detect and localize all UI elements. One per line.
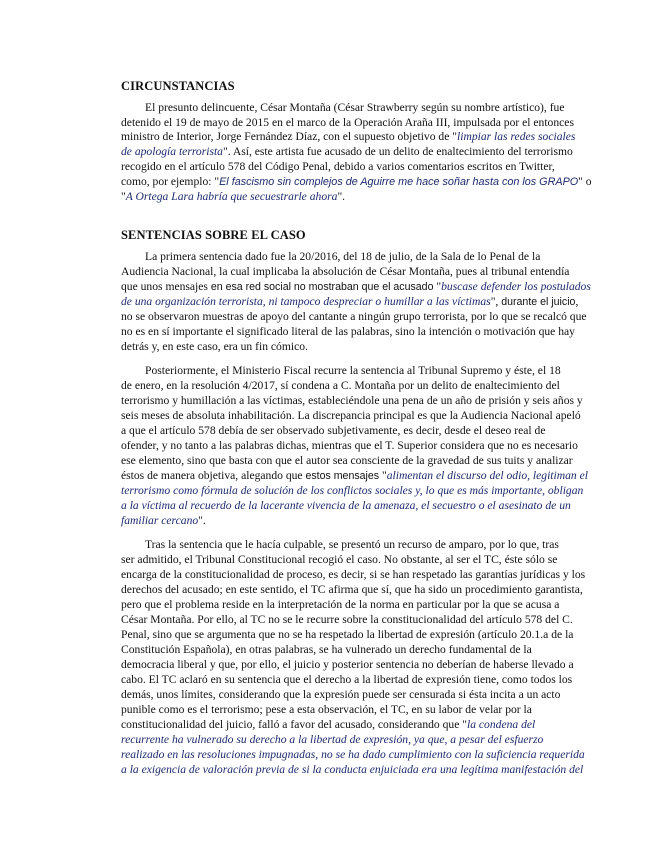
- text-line: que unos mensajes en esa red social no mostraban que el acusado "buscase defender los postulados: [121, 280, 591, 293]
- text-line: a la víctima al recuerdo de la lacerante vivencia de la amenaza, el secuestro o el asesinato de un: [121, 499, 571, 512]
- text-line: constitucionalidad del juicio, falló a favor del acusado, considerando que "la condena del: [121, 718, 536, 731]
- text-line: recurrente ha vulnerado su derecho a la libertad de expresión, ya que, a pesar del esfuerzo: [121, 733, 544, 746]
- text-line: ministro de Interior, Jorge Fernández Díaz, con el supuesto objetivo de "limpiar las redes sociales: [121, 130, 576, 143]
- text-line: demás, unos límites, considerando que la expresión puede ser censurada si ésta incita a un acto: [121, 688, 561, 701]
- text-line: no es en sí importante el significado literal de las palabras, sino la intención o motivación que hay: [121, 325, 575, 338]
- text-line: Audiencia Nacional, la cual implicaba la absolución de César Montaña, pues al tribunal entendía: [121, 265, 570, 278]
- text-line: a que el artículo 578 debía de ser observado subjetivamente, es decir, desde el deseo real de: [121, 424, 546, 437]
- text-line: realizado en las resoluciones impugnadas, no se ha dado cumplimiento con la suficiencia requerida: [121, 748, 585, 761]
- text-line: "A Ortega Lara habría que secuestrarle ahora".: [121, 190, 346, 203]
- text-line: recogido en el artículo 578 del Código Penal, debido a varios comentarios escritos en Twitter,: [121, 160, 555, 173]
- text-line: familiar cercano".: [121, 514, 206, 527]
- text-line: pero que el problema reside en la interpretación de la norma en particular por la que se acusa a: [121, 598, 560, 611]
- text-line: derechos del acusado; en este sentido, el TC afirma que sí, que ha sido un procedimiento garantista,: [121, 583, 583, 596]
- text-line: El presunto delincuente, César Montaña (César Strawberry según su nombre artístico), fue: [145, 101, 565, 114]
- text-line: encarga de la constitucionalidad de proceso, es decir, si se han respetado las garantías jurídicas y los: [121, 568, 586, 581]
- text-line: terrorismo como fórmula de solución de los conflictos sociales y, lo que es más importante, obligan: [121, 484, 584, 497]
- heading-circunstancias: CIRCUNSTANCIAS: [121, 79, 235, 93]
- text-line: Constitución Española), en otras palabras, se ha vulnerado un derecho fundamental de la: [121, 643, 532, 656]
- text-line: ofender, y no tanto a las palabras dichas, mientras que el T. Superior considera que no es necesario: [121, 439, 578, 452]
- text-line: Penal, sino que se argumenta que no se ha respetado la libertad de expresión (artículo 20.1.a de la: [121, 628, 574, 641]
- heading-sentencias: SENTENCIAS SOBRE EL CASO: [121, 228, 306, 242]
- text-line: a la exigencia de valoración previa de si la conducta enjuiciada era una legítima manifestación del: [121, 763, 584, 776]
- text-line: Posteriormente, el Ministerio Fiscal recurre la sentencia al Tribunal Supremo y éste, el 18: [145, 364, 561, 377]
- text-line: seis meses de absoluta inhabilitación. La discrepancia principal es que la Audiencia Nacional apeló: [121, 409, 581, 422]
- text-line: terrorismo y humillación a las víctimas, estableciéndole una pena de un año de prisión y seis años y: [121, 394, 583, 407]
- text-line: ser admitido, el Tribunal Constitucional recogió el caso. No obstante, al ser el TC, éste sólo se: [121, 553, 558, 566]
- text-line: cabo. El TC aclaró en su sentencia que el derecho a la libertad de expresión tiene, como todos los: [121, 673, 573, 686]
- text-line: ese elemento, sino que basta con que el autor sea consciente de la gravedad de sus tuits y analizar: [121, 454, 573, 467]
- text-line: democracia liberal y que, por ello, el juicio y posterior sentencia no deberían de haberse llevado a: [121, 658, 574, 671]
- text-line: detenido el 19 de mayo de 2015 en el marco de la Operación Araña III, impulsada por el entonces: [121, 116, 574, 129]
- text-line: de apología terrorista". Así, este artista fue acusado de un delito de enaltecimiento del terrorismo: [121, 145, 573, 158]
- text-line: Tras la sentencia que le hacía culpable, se presentó un recurso de amparo, por lo que, tras: [145, 538, 559, 551]
- text-line: no se observaron muestras de apoyo del cantante a ningún grupo terrorista, por lo que se recalcó que: [121, 310, 587, 323]
- text-line: La primera sentencia dado fue la 20/2016, del 18 de julio, de la Sala de lo Penal de la: [145, 250, 541, 263]
- text-line: César Montaña. Por ello, al TC no se le recurre sobre la constitucionalidad del artículo 578 del C.: [121, 613, 573, 626]
- text-line: de una organización terrorista, ni tampoco despreciar o humillar a las víctimas", durante el juicio,: [121, 295, 579, 308]
- text-line: punible como es el terrorismo; pese a esta observación, el TC, en su labor de velar por la: [121, 703, 532, 716]
- text-line: detrás y, en este caso, era un fin cómico.: [121, 340, 308, 353]
- text-line: de enero, en la resolución 4/2017, sí condena a C. Montaña por un delito de enaltecimiento del: [121, 379, 560, 392]
- text-line: éstos de manera objetiva, alegando que estos mensajes "alimentan el discurso del odio, legitiman el: [121, 469, 588, 482]
- text-line: como, por ejemplo: "El fascismo sin complejos de Aguirre me hace soñar hasta con los GRAPO" o: [121, 175, 592, 188]
